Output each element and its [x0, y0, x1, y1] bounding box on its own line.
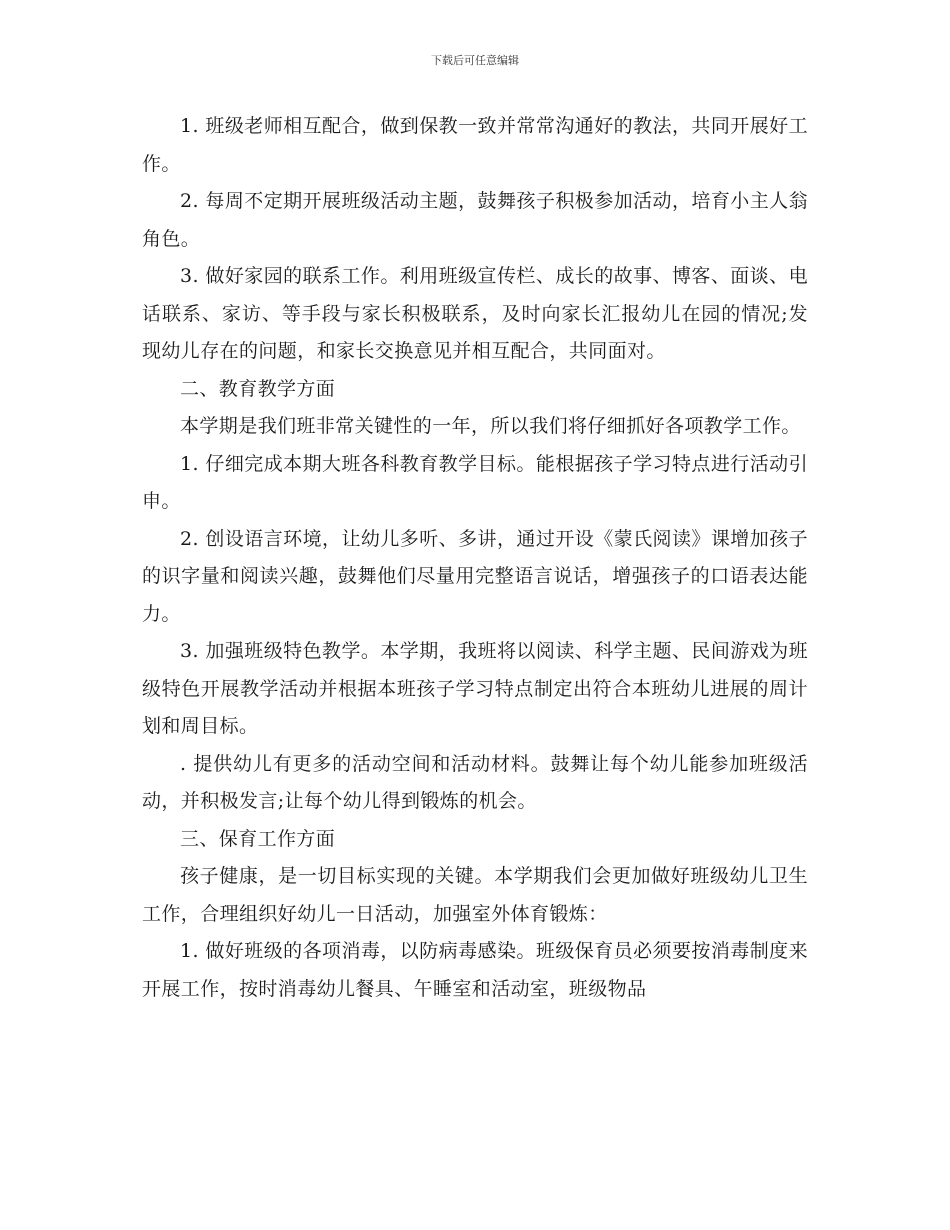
page-header: 下载后可任意编辑: [431, 54, 519, 67]
section-heading-education: 二、教育教学方面: [180, 377, 336, 400]
paragraph-disinfection: 1. 做好班级的各项消毒，以防病毒感染。班级保育员必须要按消毒制度来开展工作，按时消毒幼儿餐具、午睡室和活动室，班级物品: [142, 940, 808, 1000]
document-body: [142, 108, 808, 1008]
paragraph-language-environment: 2. 创设语言环境，让幼儿多听、多讲，通过开设《蒙氏阅读》课增加孩子的识字量和阅读兴趣，鼓舞他们尽量用完整语言说话，增强孩子的口语表达能力。: [142, 527, 808, 625]
paragraph-activity-space: . 提供幼儿有更多的活动空间和活动材料。鼓舞让每个幼儿能参加班级活动，并积极发言;让每个幼儿得到锻炼的机会。: [142, 752, 808, 812]
paragraph-health: 孩子健康，是一切目标实现的关键。本学期我们会更加做好班级幼儿卫生工作，合理组织好幼儿一日活动，加强室外体育锻炼：: [142, 865, 808, 925]
paragraph-coordination: 1. 班级老师相互配合，做到保教一致并常常沟通好的教法，共同开展好工作。: [142, 115, 808, 175]
paragraph-semester-intro: 本学期是我们班非常关键性的一年，所以我们将仔细抓好各项教学工作。: [180, 415, 801, 437]
section-heading-care: 三、保育工作方面: [180, 827, 336, 850]
paragraph-home-school-contact: 3. 做好家园的联系工作。利用班级宣传栏、成长的故事、博客、面谈、电话联系、家访、等手段与家长积极联系，及时向家长汇报幼儿在园的情况;发现幼儿存在的问题，和家长交换意见并相互配合，共同面对。: [142, 265, 808, 362]
paragraph-teaching-goals: 1. 仔细完成本期大班各科教育教学目标。能根据孩子学习特点进行活动引申。: [142, 452, 808, 512]
paragraph-weekly-activities: 2. 每周不定期开展班级活动主题，鼓舞孩子积极参加活动，培育小主人翁角色。: [142, 190, 808, 250]
paragraph-special-teaching: 3. 加强班级特色教学。本学期，我班将以阅读、科学主题、民间游戏为班级特色开展教学活动并根据本班孩子学习特点制定出符合本班幼儿进展的周计划和周目标。: [142, 640, 808, 737]
